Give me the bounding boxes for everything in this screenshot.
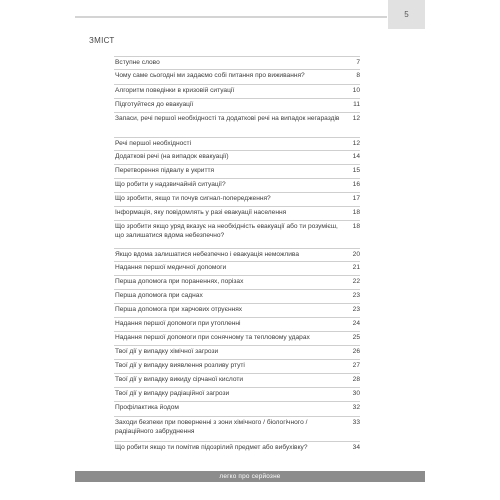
toc-entry[interactable]: [114, 373, 360, 387]
toc-entry-page: 22: [352, 278, 360, 285]
toc-entry-page: 14: [352, 153, 360, 160]
toc-entry-page: 25: [352, 334, 360, 341]
toc-divider: [114, 206, 360, 207]
toc-divider: [114, 359, 360, 360]
toc-entry-page: 33: [352, 419, 360, 426]
toc-divider: [114, 248, 360, 249]
toc-entry-title: Твої дії у випадку радіаційної загрози: [115, 390, 230, 397]
toc-entry[interactable]: [114, 331, 360, 345]
toc-title: ЗМІСТ: [89, 36, 115, 45]
toc-entry[interactable]: [114, 112, 360, 136]
toc-entry[interactable]: [114, 206, 360, 220]
toc-entry-title: Перша допомога при саднах: [115, 292, 203, 299]
toc-entry[interactable]: [114, 303, 360, 317]
toc-entry-title: Додаткові речі (на випадок евакуації): [115, 153, 229, 160]
toc-divider: [114, 98, 360, 99]
toc-entry-page: 23: [352, 292, 360, 299]
toc-entry-title: Твої дії у випадку хімічної загрози: [115, 348, 219, 355]
toc-entry[interactable]: [114, 84, 360, 98]
toc-entry[interactable]: [114, 248, 360, 261]
toc-entry-title: Заходи безпеки при поверненні з зони хімічного / біологічного / радіаційного забруднення: [115, 419, 308, 436]
toc-entry-page: 12: [352, 115, 360, 122]
toc-entry[interactable]: [114, 416, 360, 440]
top-divider: [75, 16, 387, 18]
toc-entry[interactable]: [114, 220, 360, 247]
toc-entry[interactable]: [114, 98, 360, 112]
toc-divider: [114, 289, 360, 290]
toc-divider: [114, 220, 360, 221]
toc-divider: [114, 150, 360, 151]
toc-entry[interactable]: [114, 164, 360, 178]
toc-entry[interactable]: [114, 359, 360, 373]
toc-divider: [114, 84, 360, 85]
toc-entry[interactable]: [114, 317, 360, 331]
toc-entry-page: 8: [356, 72, 360, 79]
toc-divider: [114, 261, 360, 262]
toc-entry-page: 32: [352, 404, 360, 411]
toc-entry-title: Вступне слово: [115, 59, 160, 66]
toc-entry-page: 17: [352, 195, 360, 202]
toc-divider: [114, 303, 360, 304]
toc-divider: [114, 401, 360, 402]
toc-divider: [114, 387, 360, 388]
toc-entry-page: 16: [352, 181, 360, 188]
toc-entry-page: 30: [352, 390, 360, 397]
toc-entry-title: Твої дії у випадку виявлення розливу ртуті: [115, 362, 245, 369]
toc-entry[interactable]: [114, 275, 360, 289]
toc-divider: [114, 373, 360, 374]
toc-divider: [114, 178, 360, 179]
toc-entry-title: Якщо вдома залишатися небезпечно і евакуація неможлива: [115, 251, 300, 258]
page-number: [388, 0, 425, 29]
toc-entry[interactable]: [114, 137, 360, 150]
toc-entry[interactable]: [114, 289, 360, 303]
toc-entry-title: Що зробити якщо уряд вказує на необхідність евакуації або ти розумієш, що залишатися вдома небезпечно?: [115, 223, 338, 240]
toc-entry[interactable]: [114, 345, 360, 359]
toc-divider: [114, 416, 360, 417]
toc-entry[interactable]: [114, 56, 360, 69]
toc-entry-title: Речі першої необхідності: [115, 140, 192, 147]
toc-entry-page: 11: [353, 101, 360, 108]
toc-entry-page: 28: [352, 376, 360, 383]
toc-entry[interactable]: [114, 441, 360, 455]
toc-entry-page: 7: [356, 59, 360, 66]
toc-divider: [114, 56, 360, 57]
footer-band: [75, 471, 425, 482]
toc-entry-title: Алгоритм поведінки в кризовій ситуації: [115, 87, 235, 94]
toc-entry-page: 27: [352, 362, 360, 369]
toc-entry[interactable]: [114, 178, 360, 192]
toc-entry[interactable]: [114, 401, 360, 416]
toc-divider: [114, 112, 360, 113]
toc-entry-title: Підготуйтеся до евакуації: [115, 101, 194, 108]
toc-entry-page: 12: [352, 140, 360, 147]
toc-divider: [114, 275, 360, 276]
page-number-text: 5: [404, 10, 409, 19]
toc-entry-page: 21: [352, 264, 360, 271]
toc-entry-page: 26: [352, 348, 360, 355]
toc-entry-page: 18: [352, 223, 360, 230]
toc-entry-title: Перша допомога при пораненнях, порізах: [115, 278, 244, 285]
toc-entry-title: Інформація, яку повідомлять у разі евакуації населення: [115, 209, 287, 216]
toc-entry-title: Що зробити, якщо ти почув сигнал-попередження?: [115, 195, 271, 202]
toc-entry-page: 10: [352, 87, 360, 94]
toc-entry-title: Що робити у надзвичайній ситуації?: [115, 181, 226, 188]
toc-entry-title: Профілактика йодом: [115, 404, 179, 411]
toc-divider: [114, 441, 360, 442]
toc-entry-page: 23: [352, 306, 360, 313]
toc-divider: [114, 345, 360, 346]
toc-entry-page: 15: [352, 167, 360, 174]
toc-entry-title: Перетворення підвалу в укриття: [115, 167, 215, 174]
toc-divider: [114, 164, 360, 165]
toc-entry-title: Чому саме сьогодні ми задаємо собі питання про виживання?: [115, 72, 305, 79]
toc-entry-page: 34: [352, 444, 360, 451]
toc-divider: [114, 331, 360, 332]
toc-divider: [114, 192, 360, 193]
toc-entry-title: Твої дії у випадку викиду сірчаної кислоти: [115, 376, 244, 383]
footer-text: легко про серйозне: [219, 473, 281, 480]
toc-entry-title: Запаси, речі першої необхідності та додаткові речі на випадок негараздів: [115, 115, 340, 122]
toc-entry-title: Що робити якщо ти помітив підозрілий предмет або вибухівку?: [115, 444, 308, 451]
toc-entry-title: Надання першої медичної допомоги: [115, 264, 227, 271]
toc-entry-page: 18: [352, 209, 360, 216]
toc-divider: [114, 69, 360, 70]
toc-divider: [114, 137, 360, 138]
toc-divider: [114, 317, 360, 318]
toc-entry-title: Перша допомога при харчових отруєннях: [115, 306, 243, 313]
toc-entry-title: Надання першої допомоги при сонячному та тепловому ударах: [115, 334, 310, 341]
toc-entry-page: 24: [352, 320, 360, 327]
toc-entry-page: 20: [352, 251, 360, 258]
toc-entry[interactable]: [114, 192, 360, 206]
toc-entry[interactable]: [114, 387, 360, 401]
toc-entry[interactable]: [114, 69, 360, 83]
toc-entry-title: Надання першої допомоги при утопленні: [115, 320, 241, 327]
toc-entry[interactable]: [114, 150, 360, 164]
toc-entry[interactable]: [114, 261, 360, 275]
